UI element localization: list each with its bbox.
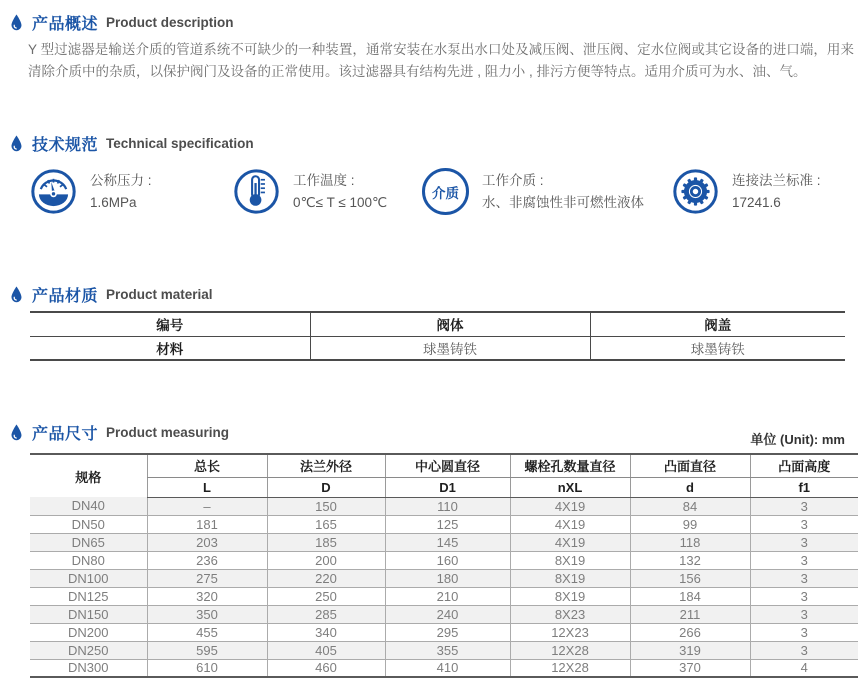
table-cell: 84 xyxy=(630,497,750,515)
spec-section-header xyxy=(10,132,254,155)
table-cell: 160 xyxy=(385,551,510,569)
table-cell: 319 xyxy=(630,641,750,659)
table-cell: 211 xyxy=(630,605,750,623)
pressure-gauge-icon xyxy=(30,168,77,215)
water-drop-icon xyxy=(10,286,23,303)
table-cell: 3 xyxy=(750,515,858,533)
table-cell: 132 xyxy=(630,551,750,569)
table-cell: 3 xyxy=(750,623,858,641)
spec-value: 17241.6 xyxy=(732,194,781,210)
measuring-symbol-cell: D1 xyxy=(385,477,510,497)
table-row xyxy=(30,533,858,551)
material-header-cell: 阀体 xyxy=(310,312,590,336)
table-cell: 8X19 xyxy=(510,569,630,587)
measuring-header-row-cn xyxy=(30,454,858,477)
table-cell: 350 xyxy=(147,605,267,623)
table-cell: 595 xyxy=(147,641,267,659)
table-cell: 150 xyxy=(267,497,385,515)
table-cell: 110 xyxy=(385,497,510,515)
table-cell: DN100 xyxy=(30,569,147,587)
table-cell: 118 xyxy=(630,533,750,551)
table-cell: 3 xyxy=(750,533,858,551)
water-drop-icon xyxy=(10,14,23,31)
spec-label: 公称压力 : xyxy=(90,172,152,188)
table-row xyxy=(30,605,858,623)
unit-note: 单位 (Unit): mm xyxy=(750,432,845,447)
overview-section-header xyxy=(10,11,234,34)
table-cell: 410 xyxy=(385,659,510,677)
table-cell: 220 xyxy=(267,569,385,587)
spec-item-temperature xyxy=(233,168,387,215)
table-row xyxy=(30,569,858,587)
measuring-symbol-cell: d xyxy=(630,477,750,497)
measuring-symbol-cell: nXL xyxy=(510,477,630,497)
table-cell: 8X19 xyxy=(510,551,630,569)
table-cell: 4X19 xyxy=(510,497,630,515)
table-row xyxy=(30,551,858,569)
material-title-en: Product material xyxy=(106,287,213,302)
table-cell: DN80 xyxy=(30,551,147,569)
material-row-label: 材料 xyxy=(156,341,184,357)
table-cell: 4 xyxy=(750,659,858,677)
measuring-title-zh: 产品尺寸 xyxy=(32,426,99,443)
spec-text-medium xyxy=(482,170,644,214)
table-cell: – xyxy=(147,497,267,515)
measuring-header-cell: 规格 xyxy=(30,454,147,497)
table-cell: 3 xyxy=(750,587,858,605)
spec-text-temperature xyxy=(293,170,387,214)
material-data-row xyxy=(30,336,845,360)
table-cell: 240 xyxy=(385,605,510,623)
spec-title-zh: 技术规范 xyxy=(32,137,99,154)
spec-item-flange xyxy=(672,168,821,215)
spec-value: 1.6MPa xyxy=(90,194,137,210)
measuring-header-cell: 中心圆直径 xyxy=(385,454,510,477)
table-row xyxy=(30,515,858,533)
spec-item-pressure xyxy=(30,168,152,215)
water-drop-icon xyxy=(10,135,23,152)
overview-title-zh: 产品概述 xyxy=(32,16,99,33)
table-cell: 125 xyxy=(385,515,510,533)
table-cell: 180 xyxy=(385,569,510,587)
table-cell: 12X28 xyxy=(510,659,630,677)
medium-icon-text: 介质 xyxy=(432,185,459,201)
table-row xyxy=(30,587,858,605)
table-cell: 285 xyxy=(267,605,385,623)
table-cell: DN50 xyxy=(30,515,147,533)
table-cell: 145 xyxy=(385,533,510,551)
table-row xyxy=(30,659,858,677)
table-cell: 355 xyxy=(385,641,510,659)
table-cell: 320 xyxy=(147,587,267,605)
table-cell: 3 xyxy=(750,605,858,623)
material-cell: 球墨铸铁 xyxy=(310,336,590,360)
overview-paragraph: Y 型过滤器是输送介质的管道系统不可缺少的一种装置，通常安装在水泵出水口处及减压阀、泄压阀、定水位阀或其它设备的进口端，用来清除介质中的杂质，以保护阀门及设备的正常使用。该过滤器具有结构先进 , 阻力小 , 排污方便等特点。适用介质可为水、油、气。 xyxy=(28,42,854,79)
table-cell: 184 xyxy=(630,587,750,605)
measuring-header-cell: 法兰外径 xyxy=(267,454,385,477)
spec-label: 工作温度 : xyxy=(293,172,355,188)
table-cell: 3 xyxy=(750,641,858,659)
measuring-header-cell: 凸面高度 xyxy=(750,454,858,477)
measuring-header-cell: 凸面直径 xyxy=(630,454,750,477)
table-cell: 8X19 xyxy=(510,587,630,605)
table-cell: DN300 xyxy=(68,660,109,676)
table-cell: 8X23 xyxy=(510,605,630,623)
measuring-header-cell: 总长 xyxy=(147,454,267,477)
table-cell: 370 xyxy=(630,659,750,677)
material-cell: 球墨铸铁 xyxy=(590,336,845,360)
table-row xyxy=(30,497,858,515)
measuring-symbol-cell: f1 xyxy=(750,477,858,497)
table-cell: 3 xyxy=(750,497,858,515)
material-header-cell: 阀盖 xyxy=(590,312,845,336)
spec-label: 连接法兰标准 : xyxy=(732,172,821,188)
measuring-header-cell: 螺栓孔数量直径 xyxy=(510,454,630,477)
table-cell: 99 xyxy=(630,515,750,533)
measuring-table-body xyxy=(30,497,858,677)
table-row xyxy=(30,623,858,641)
measuring-table xyxy=(30,453,858,678)
table-cell: 295 xyxy=(385,623,510,641)
spec-text-pressure xyxy=(90,170,152,214)
flange-icon xyxy=(672,168,719,215)
spec-label: 工作介质 : xyxy=(482,172,544,188)
table-cell: 610 xyxy=(147,659,267,677)
table-cell: DN250 xyxy=(30,641,147,659)
material-section-header xyxy=(10,283,213,306)
table-cell: 165 xyxy=(267,515,385,533)
table-cell: 266 xyxy=(630,623,750,641)
material-header-cell: 编号 xyxy=(30,312,310,336)
medium-icon xyxy=(422,168,469,215)
table-cell: 3 xyxy=(750,569,858,587)
table-row xyxy=(30,641,858,659)
spec-value: 水、非腐蚀性非可燃性液体 xyxy=(482,194,644,210)
table-cell: DN65 xyxy=(30,533,147,551)
table-cell: 156 xyxy=(630,569,750,587)
table-cell: DN150 xyxy=(30,605,147,623)
table-cell: 340 xyxy=(267,623,385,641)
table-cell: 185 xyxy=(267,533,385,551)
table-cell: 210 xyxy=(385,587,510,605)
table-cell: 3 xyxy=(750,551,858,569)
table-cell: 12X23 xyxy=(510,623,630,641)
overview-title-en: Product description xyxy=(106,15,234,30)
table-cell: 460 xyxy=(267,659,385,677)
spec-text-flange xyxy=(732,170,821,214)
table-cell: 181 xyxy=(147,515,267,533)
measuring-title-en: Product measuring xyxy=(106,425,230,440)
table-cell: 203 xyxy=(147,533,267,551)
table-cell: 236 xyxy=(147,551,267,569)
measuring-symbol-cell: L xyxy=(147,477,267,497)
table-cell: DN200 xyxy=(30,623,147,641)
material-title-zh: 产品材质 xyxy=(32,288,99,305)
material-header-row xyxy=(30,312,845,336)
measuring-header-row-symbols xyxy=(30,477,858,497)
table-cell: 275 xyxy=(147,569,267,587)
material-table xyxy=(30,311,845,361)
table-cell: 4X19 xyxy=(510,533,630,551)
spec-item-medium xyxy=(422,168,644,215)
table-cell: 455 xyxy=(147,623,267,641)
table-cell: 405 xyxy=(267,641,385,659)
spec-value: 0℃≤ T ≤ 100℃ xyxy=(293,194,388,210)
measuring-symbol-cell: D xyxy=(267,477,385,497)
water-drop-icon xyxy=(10,424,23,441)
table-cell: 12X28 xyxy=(510,641,630,659)
thermometer-icon xyxy=(233,168,280,215)
table-cell: 200 xyxy=(267,551,385,569)
table-cell: 4X19 xyxy=(510,515,630,533)
table-cell: 250 xyxy=(267,587,385,605)
table-cell: DN125 xyxy=(30,587,147,605)
spec-title-en: Technical specification xyxy=(106,136,254,151)
table-cell: DN40 xyxy=(30,497,147,515)
